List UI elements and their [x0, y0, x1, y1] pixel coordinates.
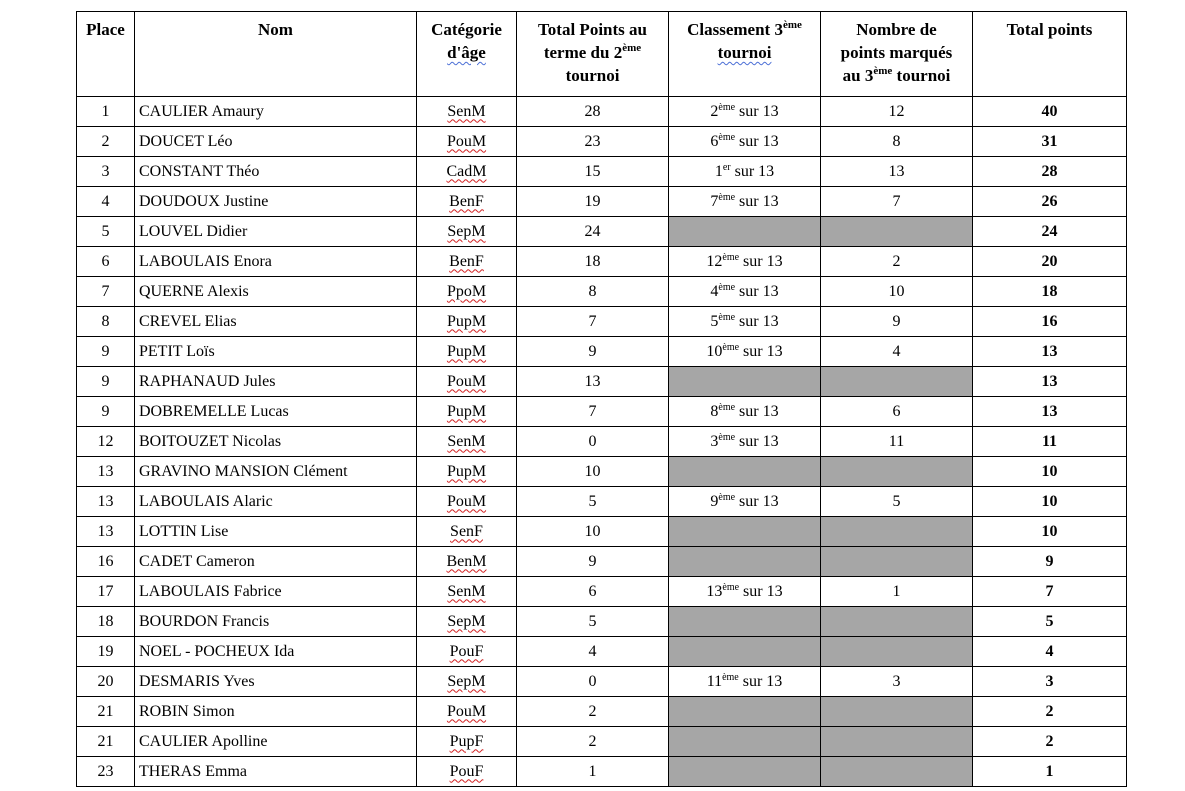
classement-rest: sur 13 [735, 102, 779, 120]
total-points-cell: 4 [973, 637, 1127, 667]
classement-number: 4 [710, 282, 719, 300]
place-cell: 13 [77, 517, 135, 547]
points-2-cell: 4 [517, 637, 669, 667]
name-cell: GRAVINO MANSION Clément [135, 457, 417, 487]
category-cell [417, 217, 517, 247]
place-cell: 13 [77, 457, 135, 487]
classement-number: 3 [710, 432, 719, 450]
points-3-cell [821, 547, 973, 577]
points-3-cell: 1 [821, 577, 973, 607]
table-row [77, 697, 1127, 727]
table-row [77, 487, 1127, 517]
points-3-cell: 13 [821, 157, 973, 187]
classement-3-cell [669, 247, 821, 277]
name-cell: CONSTANT Théo [135, 157, 417, 187]
classement-rest: sur 13 [735, 432, 779, 450]
category-value: SenM [447, 582, 486, 600]
classement-suffix: er [722, 161, 731, 173]
table-row [77, 667, 1127, 697]
classement-rest: sur 13 [730, 162, 775, 180]
points-2-cell: 28 [517, 97, 669, 127]
place-cell: 4 [77, 187, 135, 217]
points-3-cell [821, 727, 973, 757]
category-value: PupM [446, 462, 487, 480]
classement-number: 1 [714, 162, 723, 180]
name-cell: LOUVEL Didier [135, 217, 417, 247]
classement-suffix: ème [718, 431, 736, 443]
points-2-cell: 18 [517, 247, 669, 277]
name-cell: DOUCET Léo [135, 127, 417, 157]
table-row [77, 727, 1127, 757]
header-nombre-line2: points marqués [840, 43, 953, 62]
header-categorie-line1: Catégorie [431, 20, 502, 39]
table-row [77, 427, 1127, 457]
classement-suffix: ème [718, 281, 736, 293]
category-cell [417, 697, 517, 727]
classement-rest: sur 13 [735, 282, 779, 300]
place-cell: 20 [77, 667, 135, 697]
category-value: PupM [446, 312, 487, 330]
classement-3-cell [669, 367, 821, 397]
classement-number: 11 [706, 672, 723, 690]
points-3-cell [821, 517, 973, 547]
classement-rest: sur 13 [739, 252, 783, 270]
points-2-cell: 7 [517, 397, 669, 427]
place-cell: 13 [77, 487, 135, 517]
place-cell: 21 [77, 727, 135, 757]
name-cell: DOUDOUX Justine [135, 187, 417, 217]
classement-rest: sur 13 [738, 672, 783, 690]
name-cell: THERAS Emma [135, 757, 417, 787]
total-points-cell: 7 [973, 577, 1127, 607]
classement-rest: sur 13 [735, 492, 779, 510]
points-2-cell: 1 [517, 757, 669, 787]
classement-3-cell [669, 697, 821, 727]
total-points-cell: 1 [973, 757, 1127, 787]
points-3-cell: 3 [821, 667, 973, 697]
total-points-cell: 10 [973, 517, 1127, 547]
classement-3-cell [669, 277, 821, 307]
name-cell: QUERNE Alexis [135, 277, 417, 307]
category-value: SepM [447, 222, 486, 240]
name-cell: LOTTIN Lise [135, 517, 417, 547]
classement-3-cell [669, 127, 821, 157]
classement-number: 9 [710, 492, 719, 510]
name-cell: DOBREMELLE Lucas [135, 397, 417, 427]
category-cell [417, 517, 517, 547]
category-cell [417, 577, 517, 607]
header-row [77, 12, 1127, 97]
header-place: Place [77, 12, 135, 97]
classement-number: 13 [706, 582, 723, 600]
classement-3-cell [669, 427, 821, 457]
classement-number: 12 [706, 252, 723, 270]
classement-3-cell [669, 337, 821, 367]
header-total-2-line2: terme du 2 [543, 43, 623, 62]
category-cell [417, 727, 517, 757]
category-value: PouM [446, 492, 487, 510]
table-body [77, 97, 1127, 787]
name-cell: CAULIER Apolline [135, 727, 417, 757]
name-cell: BOITOUZET Nicolas [135, 427, 417, 457]
classement-3-cell [669, 217, 821, 247]
table-row [77, 457, 1127, 487]
points-2-cell: 10 [517, 517, 669, 547]
classement-rest: sur 13 [735, 192, 779, 210]
classement-rest: sur 13 [735, 312, 779, 330]
table-header [77, 12, 1127, 97]
name-cell: LABOULAIS Alaric [135, 487, 417, 517]
place-cell: 21 [77, 697, 135, 727]
name-cell: PETIT Loïs [135, 337, 417, 367]
total-points-cell: 18 [973, 277, 1127, 307]
name-cell: DESMARIS Yves [135, 667, 417, 697]
header-total-2-sup: ème [622, 42, 642, 54]
table-row [77, 187, 1127, 217]
classement-number: 2 [710, 102, 719, 120]
classement-3-cell [669, 487, 821, 517]
points-3-cell: 2 [821, 247, 973, 277]
classement-suffix: ème [722, 671, 739, 683]
points-2-cell: 5 [517, 487, 669, 517]
total-points-cell: 11 [973, 427, 1127, 457]
table-row [77, 247, 1127, 277]
table-row [77, 337, 1127, 367]
points-3-cell: 12 [821, 97, 973, 127]
place-cell: 18 [77, 607, 135, 637]
header-nombre-line3a: au 3 [842, 66, 874, 85]
classement-3-cell [669, 307, 821, 337]
category-value: PouF [449, 642, 484, 660]
table-row [77, 577, 1127, 607]
name-cell: RAPHANAUD Jules [135, 367, 417, 397]
place-cell: 8 [77, 307, 135, 337]
classement-3-cell [669, 157, 821, 187]
category-value: SepM [447, 612, 486, 630]
classement-3-cell [669, 577, 821, 607]
total-points-cell: 5 [973, 607, 1127, 637]
total-points-cell: 3 [973, 667, 1127, 697]
points-2-cell: 24 [517, 217, 669, 247]
classement-3-cell [669, 457, 821, 487]
category-value: PupF [449, 732, 484, 750]
table-row [77, 367, 1127, 397]
table-row [77, 217, 1127, 247]
classement-3-cell [669, 757, 821, 787]
table-row [77, 127, 1127, 157]
table-row [77, 157, 1127, 187]
total-points-cell: 24 [973, 217, 1127, 247]
place-cell: 7 [77, 277, 135, 307]
table-row [77, 547, 1127, 577]
points-3-cell [821, 367, 973, 397]
classement-suffix: ème [718, 491, 736, 503]
category-value: SenM [447, 102, 486, 120]
header-nombre-line1: Nombre de [856, 20, 937, 39]
classement-suffix: ème [718, 191, 736, 203]
category-cell [417, 247, 517, 277]
points-3-cell [821, 697, 973, 727]
points-3-cell: 5 [821, 487, 973, 517]
header-total-2-line1: Total Points au [538, 20, 647, 39]
total-points-cell: 26 [973, 187, 1127, 217]
name-cell: CREVEL Elias [135, 307, 417, 337]
name-cell: LABOULAIS Fabrice [135, 577, 417, 607]
points-3-cell: 10 [821, 277, 973, 307]
total-points-cell: 31 [973, 127, 1127, 157]
place-cell: 9 [77, 367, 135, 397]
total-points-cell: 16 [973, 307, 1127, 337]
classement-rest: sur 13 [735, 132, 779, 150]
classement-3-cell [669, 97, 821, 127]
place-cell: 12 [77, 427, 135, 457]
classement-suffix: ème [718, 131, 736, 143]
points-3-cell [821, 457, 973, 487]
name-cell: ROBIN Simon [135, 697, 417, 727]
category-value: PouM [446, 702, 487, 720]
place-cell: 5 [77, 217, 135, 247]
category-cell [417, 157, 517, 187]
points-2-cell: 6 [517, 577, 669, 607]
header-nombre-sup: ème [873, 65, 893, 77]
points-2-cell: 15 [517, 157, 669, 187]
points-2-cell: 23 [517, 127, 669, 157]
table-row [77, 277, 1127, 307]
classement-suffix: ème [718, 101, 736, 113]
total-points-cell: 9 [973, 547, 1127, 577]
points-2-cell: 2 [517, 727, 669, 757]
total-points-cell: 40 [973, 97, 1127, 127]
points-2-cell: 13 [517, 367, 669, 397]
table-row [77, 517, 1127, 547]
category-cell [417, 277, 517, 307]
header-total-2 [517, 12, 669, 97]
table-row [77, 97, 1127, 127]
classement-rest: sur 13 [739, 582, 783, 600]
category-value: CadM [446, 162, 487, 180]
place-cell: 23 [77, 757, 135, 787]
classement-3-cell [669, 637, 821, 667]
place-cell: 9 [77, 397, 135, 427]
total-points-cell: 2 [973, 727, 1127, 757]
name-cell: CADET Cameron [135, 547, 417, 577]
table-row [77, 307, 1127, 337]
header-categorie [417, 12, 517, 97]
table-row [77, 397, 1127, 427]
category-value: BenM [446, 552, 487, 570]
category-value: PupM [446, 342, 487, 360]
points-2-cell: 2 [517, 697, 669, 727]
category-cell [417, 607, 517, 637]
category-value: PouM [446, 132, 487, 150]
header-classement [669, 12, 821, 97]
header-nombre-line3b: tournoi [892, 66, 951, 85]
category-cell [417, 397, 517, 427]
category-value: PouM [446, 372, 487, 390]
header-categorie-line2: d'âge [447, 43, 486, 62]
total-points-cell: 20 [973, 247, 1127, 277]
category-value: PupM [446, 402, 487, 420]
points-2-cell: 0 [517, 667, 669, 697]
classement-3-cell [669, 667, 821, 697]
category-cell [417, 187, 517, 217]
points-2-cell: 5 [517, 607, 669, 637]
header-total-2-line3: tournoi [565, 66, 620, 85]
category-cell [417, 547, 517, 577]
header-classement-line2: tournoi [717, 43, 772, 62]
classement-number: 8 [710, 402, 719, 420]
category-cell [417, 367, 517, 397]
classement-3-cell [669, 547, 821, 577]
total-points-cell: 10 [973, 487, 1127, 517]
place-cell: 6 [77, 247, 135, 277]
total-points-cell: 13 [973, 367, 1127, 397]
place-cell: 16 [77, 547, 135, 577]
header-nom: Nom [135, 12, 417, 97]
classement-suffix: ème [722, 251, 740, 263]
points-3-cell [821, 637, 973, 667]
classement-suffix: ème [722, 581, 740, 593]
total-points-cell: 28 [973, 157, 1127, 187]
classement-suffix: ème [722, 341, 740, 353]
header-total-points: Total points [973, 12, 1127, 97]
category-cell [417, 127, 517, 157]
name-cell: CAULIER Amaury [135, 97, 417, 127]
header-nombre [821, 12, 973, 97]
classement-number: 6 [710, 132, 719, 150]
place-cell: 1 [77, 97, 135, 127]
category-value: SenF [450, 522, 483, 540]
classement-3-cell [669, 187, 821, 217]
classement-number: 5 [710, 312, 719, 330]
category-cell [417, 97, 517, 127]
place-cell: 9 [77, 337, 135, 367]
classement-number: 7 [710, 192, 719, 210]
points-2-cell: 9 [517, 337, 669, 367]
points-3-cell [821, 757, 973, 787]
points-3-cell: 6 [821, 397, 973, 427]
category-cell [417, 457, 517, 487]
place-cell: 17 [77, 577, 135, 607]
points-3-cell: 9 [821, 307, 973, 337]
classement-rest: sur 13 [735, 402, 779, 420]
classement-suffix: ème [718, 401, 736, 413]
category-value: SenM [447, 432, 486, 450]
points-3-cell: 8 [821, 127, 973, 157]
category-value: BenF [449, 252, 484, 270]
classement-rest: sur 13 [739, 342, 783, 360]
table-row [77, 757, 1127, 787]
place-cell: 2 [77, 127, 135, 157]
points-3-cell: 4 [821, 337, 973, 367]
classement-3-cell [669, 607, 821, 637]
category-cell [417, 487, 517, 517]
points-3-cell: 7 [821, 187, 973, 217]
category-cell [417, 337, 517, 367]
category-value: PouF [449, 762, 484, 780]
header-classement-sup: ème [782, 19, 802, 31]
category-value: SepM [447, 672, 486, 690]
header-classement-line1: Classement 3 [687, 20, 783, 39]
total-points-cell: 13 [973, 337, 1127, 367]
points-2-cell: 8 [517, 277, 669, 307]
ranking-table [76, 11, 1127, 787]
points-2-cell: 7 [517, 307, 669, 337]
points-2-cell: 10 [517, 457, 669, 487]
category-value: BenF [449, 192, 484, 210]
total-points-cell: 13 [973, 397, 1127, 427]
place-cell: 3 [77, 157, 135, 187]
category-value: PpoM [446, 282, 487, 300]
points-3-cell [821, 217, 973, 247]
category-cell [417, 307, 517, 337]
category-cell [417, 637, 517, 667]
classement-3-cell [669, 397, 821, 427]
total-points-cell: 10 [973, 457, 1127, 487]
category-cell [417, 757, 517, 787]
classement-suffix: ème [718, 311, 736, 323]
table-row [77, 607, 1127, 637]
classement-3-cell [669, 517, 821, 547]
name-cell: NOEL - POCHEUX Ida [135, 637, 417, 667]
total-points-cell: 2 [973, 697, 1127, 727]
table-row [77, 637, 1127, 667]
name-cell: BOURDON Francis [135, 607, 417, 637]
name-cell: LABOULAIS Enora [135, 247, 417, 277]
points-2-cell: 0 [517, 427, 669, 457]
points-3-cell: 11 [821, 427, 973, 457]
points-2-cell: 9 [517, 547, 669, 577]
place-cell: 19 [77, 637, 135, 667]
points-3-cell [821, 607, 973, 637]
points-2-cell: 19 [517, 187, 669, 217]
category-cell [417, 667, 517, 697]
category-cell [417, 427, 517, 457]
classement-3-cell [669, 727, 821, 757]
classement-number: 10 [706, 342, 723, 360]
